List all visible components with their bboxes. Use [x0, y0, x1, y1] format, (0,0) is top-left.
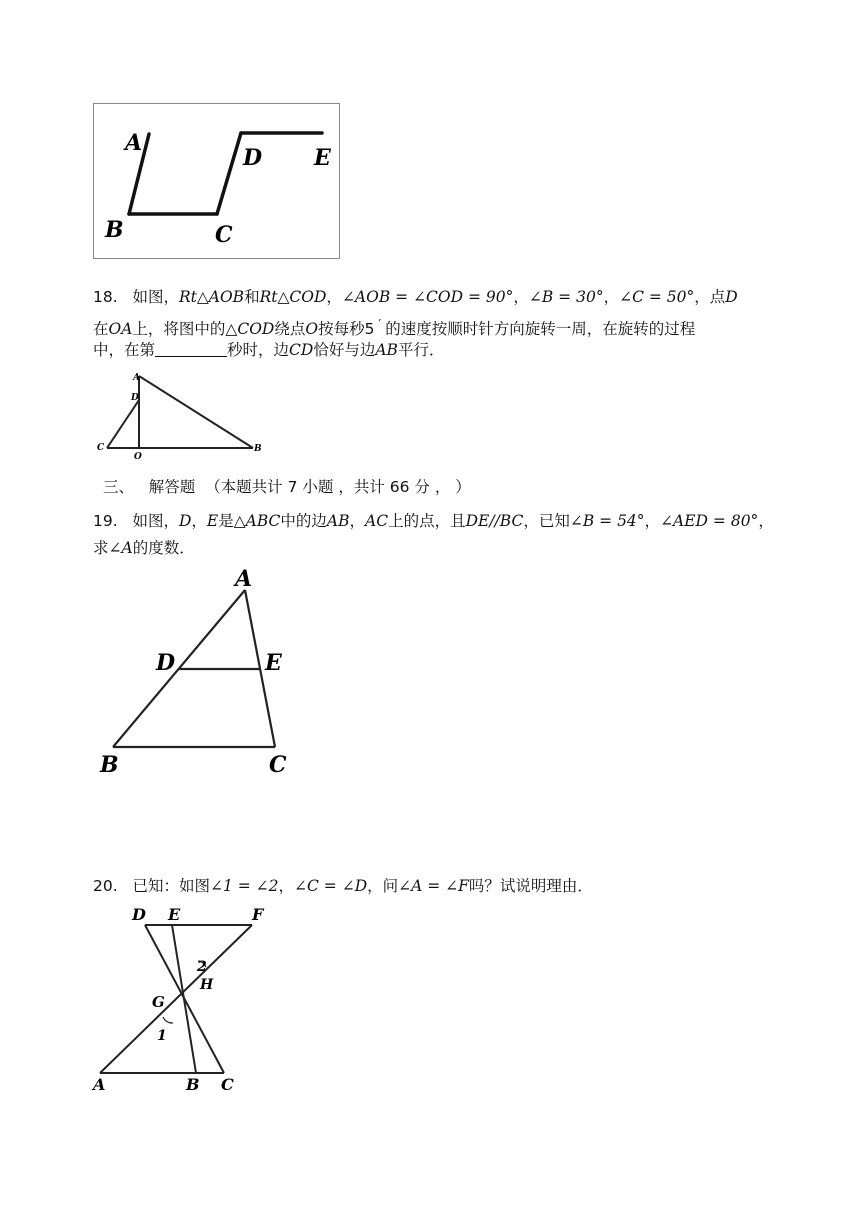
- q18-math: OA: [108, 320, 133, 338]
- q19-text: 如图，: [132, 512, 179, 530]
- q18-math: CD: [289, 341, 314, 359]
- label-angle-2: 2: [197, 959, 207, 975]
- q18-text: ，: [513, 288, 529, 306]
- q20-line-1: [93, 873, 593, 899]
- label-a: A: [133, 373, 140, 383]
- q18-text: ，: [603, 288, 620, 306]
- label-c: C: [97, 443, 105, 453]
- q20-number: 20.: [93, 877, 118, 895]
- label-g: G: [152, 993, 165, 1011]
- segment-ab: [139, 376, 253, 448]
- q18-math: AB: [375, 341, 398, 359]
- q19-text: ，: [758, 512, 774, 530]
- q19-text: ，: [644, 512, 661, 530]
- q18-math: COD: [237, 320, 275, 338]
- q18-math: Rt: [178, 288, 197, 306]
- q18-text: 的速度按顺时针方向旋转一周，在旋转的过程: [385, 320, 696, 338]
- label-b: B: [105, 217, 124, 243]
- q20-text: 已知：如图: [132, 877, 210, 895]
- q20-text: ，问: [367, 877, 399, 895]
- angle-1-arc: [163, 1017, 173, 1023]
- q20-math: ∠1 = ∠2: [209, 877, 279, 895]
- q18-text: △: [196, 288, 209, 306]
- section-detail: （本题共计 7 小题 ，共计 66 分 ， ）: [205, 478, 471, 496]
- q18-math: Rt: [259, 288, 278, 306]
- q19-math: ∠B = 54°: [569, 512, 645, 530]
- figure-17-svg: [93, 103, 340, 259]
- q18-text: 和: [244, 288, 260, 306]
- q18-text: △: [277, 288, 290, 306]
- q19-text: ，: [349, 512, 366, 530]
- q18-math: ∠B = 30°: [528, 288, 604, 306]
- q20-math: ∠C = ∠D: [294, 877, 368, 895]
- q19-text: 上的点，且: [388, 512, 466, 530]
- q19-math: E: [206, 512, 219, 530]
- label-e: E: [168, 905, 181, 924]
- q18-text: ，: [326, 288, 342, 306]
- label-c: C: [221, 1075, 234, 1094]
- label-h: H: [200, 977, 214, 993]
- q18-text: 绕点: [274, 320, 306, 338]
- q19-text: 中的边: [280, 512, 327, 530]
- label-d: D: [243, 145, 263, 171]
- q18-math: D: [725, 288, 738, 306]
- figure-17: [93, 103, 340, 259]
- figure-19-svg: [93, 565, 303, 780]
- figure-20-svg: [90, 903, 265, 1095]
- q18-text: ，点: [694, 288, 726, 306]
- label-a: A: [93, 1075, 106, 1094]
- q19-text: 求: [93, 539, 109, 557]
- q19-line-2: [93, 535, 195, 561]
- q19-line-1: [93, 508, 774, 534]
- q18-text: 如图，: [132, 288, 179, 306]
- q19-math: D: [178, 512, 192, 530]
- q19-math: ABC: [245, 512, 281, 530]
- q19-text: ，: [191, 512, 207, 530]
- label-a: A: [235, 566, 253, 592]
- q18-math: O: [305, 320, 319, 338]
- label-a: A: [125, 130, 143, 156]
- label-b: B: [254, 444, 262, 454]
- q18-prime: ′: [378, 317, 382, 331]
- q18-text: 秒时，边: [227, 341, 290, 359]
- label-e: E: [265, 650, 282, 676]
- label-c: C: [215, 222, 233, 248]
- q19-text: ，已知: [523, 512, 570, 530]
- q18-math: ∠AOB = ∠COD = 90°: [341, 288, 514, 306]
- q19-text: 的度数．: [132, 539, 195, 557]
- q18-text: 平行．: [397, 341, 445, 359]
- label-b: B: [100, 752, 119, 778]
- label-c: C: [269, 752, 287, 778]
- q18-math: ∠C = 50°: [619, 288, 695, 306]
- q19-math: DE//BC: [465, 512, 524, 530]
- label-o: O: [134, 452, 142, 462]
- label-d: D: [156, 650, 176, 676]
- q18-text: 按每秒5: [318, 320, 375, 338]
- section-title: 解答题: [148, 478, 196, 496]
- q20-text: 吗？试说明理由．: [468, 877, 593, 895]
- figure-20: [90, 903, 265, 1095]
- q19-number: 19.: [93, 512, 118, 530]
- label-d: D: [131, 393, 139, 403]
- q19-text: 是△: [218, 512, 246, 530]
- q18-math: AOB: [208, 288, 245, 306]
- q18-line-1: [93, 284, 738, 310]
- q18-text: 上，将图中的△: [132, 320, 238, 338]
- segment-cd: [107, 400, 139, 448]
- q20-text: ，: [278, 877, 295, 895]
- q18-text: 在: [93, 320, 109, 338]
- figure-19: [93, 565, 303, 780]
- label-e: E: [314, 145, 331, 171]
- q19-math: ∠AED = 80°: [660, 512, 759, 530]
- figure-18-svg: [93, 368, 278, 463]
- figure-18: [93, 368, 278, 463]
- q18-number: 18.: [93, 288, 118, 306]
- q18-text: 恰好与边: [313, 341, 376, 359]
- answer-blank[interactable]: [155, 340, 227, 357]
- section-number: 三、: [103, 478, 135, 496]
- label-d: D: [132, 905, 146, 924]
- q19-math: ∠A: [108, 539, 133, 557]
- label-b: B: [186, 1075, 200, 1094]
- q18-text: 中，在第: [93, 341, 156, 359]
- label-angle-1: 1: [157, 1028, 167, 1044]
- label-f: F: [252, 905, 264, 924]
- q20-math: ∠A = ∠F: [398, 877, 469, 895]
- q18-line-3: [93, 337, 444, 363]
- q19-math: AC: [365, 512, 389, 530]
- section-3-heading: [103, 474, 471, 500]
- q18-math: COD: [289, 288, 327, 306]
- q19-math: AB: [326, 512, 350, 530]
